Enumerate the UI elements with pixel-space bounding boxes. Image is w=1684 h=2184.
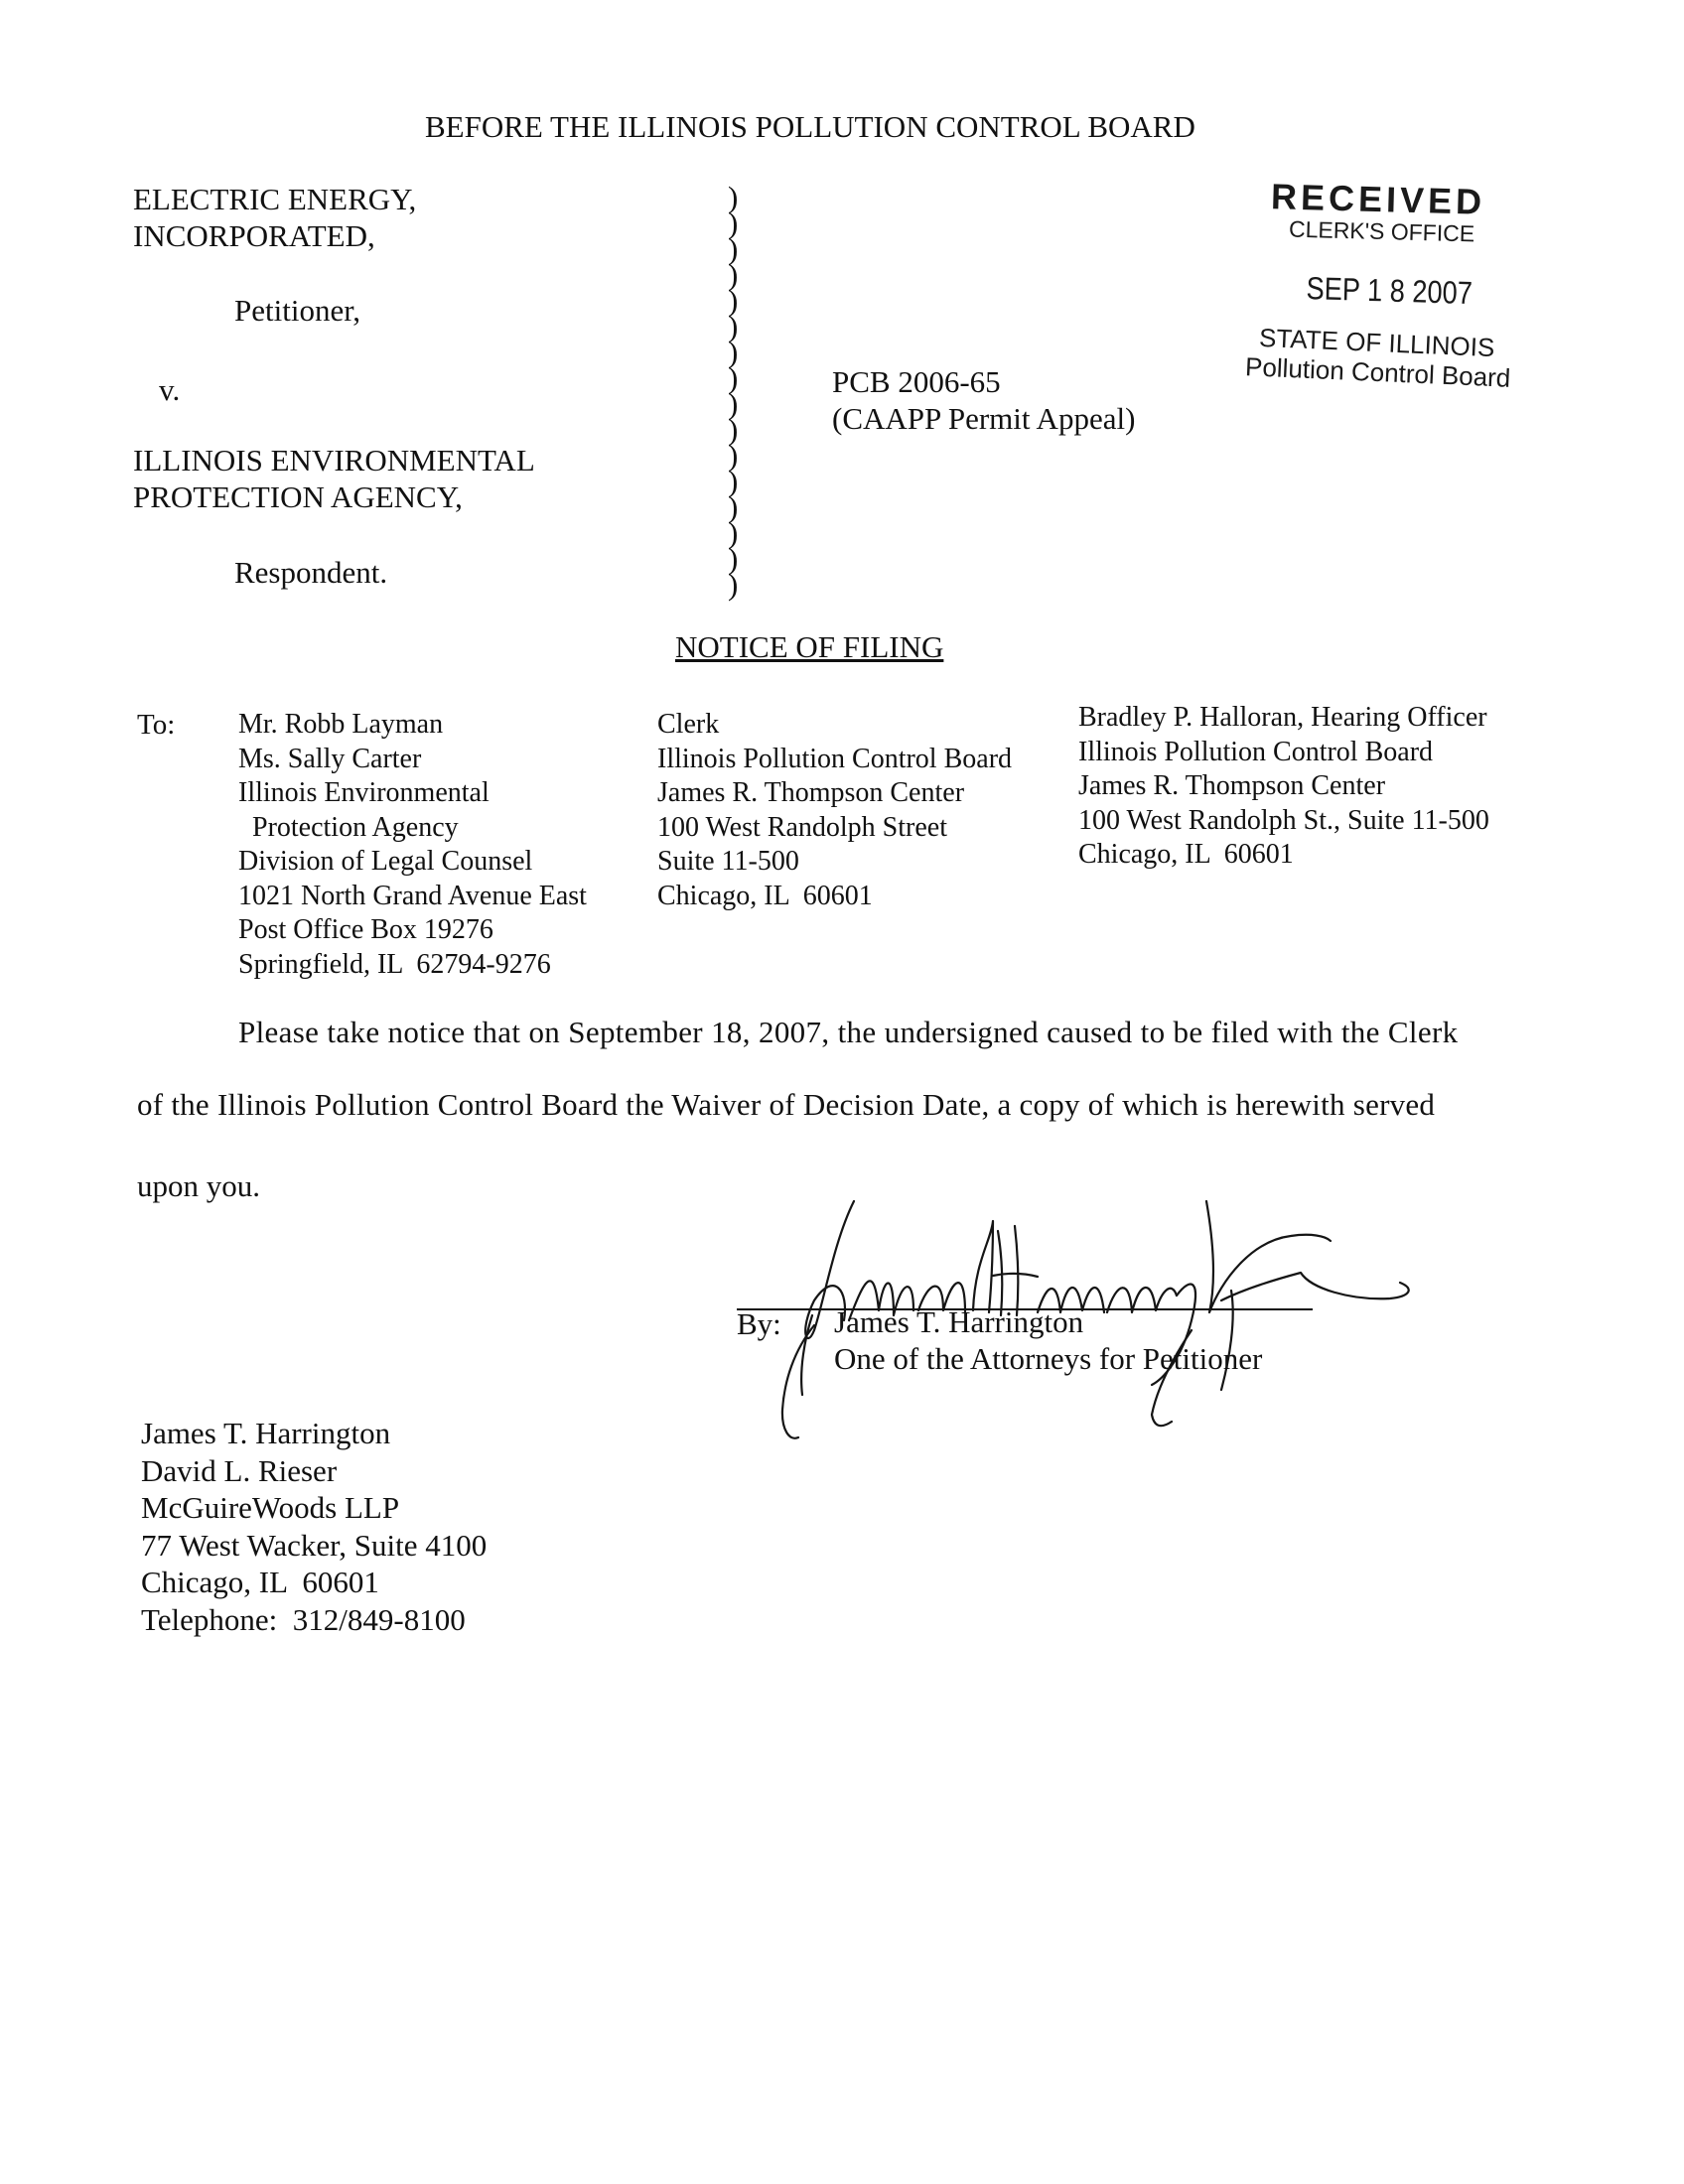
caption-paren: )	[728, 412, 739, 447]
caption-paren: )	[728, 283, 739, 318]
respondent-name-line1: ILLINOIS ENVIRONMENTAL	[133, 443, 535, 478]
caption-paren: )	[728, 180, 739, 214]
counsel-block	[141, 1415, 487, 1638]
signatory-title: One of the Attorneys for Petitioner	[834, 1341, 1263, 1376]
counsel-line: Chicago, IL 60601	[141, 1565, 379, 1599]
recipient-line: Bradley P. Halloran, Hearing Officer	[1078, 702, 1487, 733]
counsel-line: James T. Harrington	[141, 1416, 391, 1450]
caption-paren: )	[728, 438, 739, 473]
respondent-name-line2: PROTECTION AGENCY,	[133, 479, 463, 514]
counsel-line: Telephone: 312/849-8100	[141, 1601, 466, 1637]
counsel-line: 77 West Wacker, Suite 4100	[141, 1527, 488, 1563]
body-line: of the Illinois Pollution Control Board the Waiver of Decision Date, a copy of which is herewith served	[137, 1087, 1436, 1122]
respondent-role: Respondent.	[234, 555, 388, 590]
caption-paren: )	[728, 309, 739, 343]
case-type: (CAAPP Permit Appeal)	[832, 401, 1136, 436]
counsel-line: David L. Rieser	[141, 1452, 338, 1488]
stamp-state: STATE OF ILLINOIS	[1258, 322, 1495, 363]
petitioner-name-line1: ELECTRIC ENERGY,	[133, 182, 417, 216]
recipient-line: 100 West Randolph St., Suite 11-500	[1078, 804, 1489, 836]
recipient-line: Chicago, IL 60601	[657, 880, 873, 911]
caption-paren: )	[728, 335, 739, 369]
caption-paren: )	[728, 515, 739, 550]
recipient-line: Chicago, IL 60601	[1078, 839, 1294, 870]
recipient-line: Springfield, IL 62794-9276	[238, 948, 551, 980]
caption-paren: )	[728, 386, 739, 421]
caption-paren: )	[728, 231, 739, 266]
recipient-line: Illinois Environmental	[238, 777, 490, 808]
recipient-line: Post Office Box 19276	[238, 914, 493, 945]
caption-paren: )	[728, 360, 739, 395]
recipient-line: James R. Thompson Center	[1078, 770, 1386, 801]
recipient-line: Clerk	[657, 709, 720, 740]
stamp-date: SEP 1 8 2007	[1306, 270, 1474, 312]
case-number: PCB 2006-65	[832, 364, 1001, 399]
signature-by-label: By:	[737, 1306, 781, 1341]
stamp-office: CLERK'S OFFICE	[1288, 215, 1475, 247]
caption-paren: )	[728, 464, 739, 498]
recipient-line: 100 West Randolph Street	[657, 811, 947, 843]
caption-paren-column	[728, 180, 748, 602]
body-line: upon you.	[137, 1168, 260, 1203]
recipient-line: Illinois Pollution Control Board	[657, 743, 1013, 774]
caption-paren: )	[728, 489, 739, 524]
petitioner-name-line2: INCORPORATED,	[133, 218, 375, 253]
to-label: To:	[137, 709, 176, 741]
stamp-board: Pollution Control Board	[1244, 351, 1511, 393]
caption-paren: )	[728, 567, 739, 602]
counsel-line: McGuireWoods LLP	[141, 1490, 400, 1525]
recipient-line: Mr. Robb Layman	[238, 709, 444, 740]
recipient-line: 1021 North Grand Avenue East	[238, 880, 587, 911]
notice-title: NOTICE OF FILING	[675, 629, 944, 664]
recipient-block-ipea	[238, 708, 587, 982]
caption-paren: )	[728, 541, 739, 576]
recipient-line: Ms. Sally Carter	[238, 743, 422, 774]
caption-paren: )	[728, 257, 739, 292]
caption-paren: )	[728, 205, 739, 240]
stamp-received: RECEIVED	[1270, 176, 1486, 222]
recipient-line: James R. Thompson Center	[657, 777, 965, 808]
petitioner-role: Petitioner,	[234, 293, 361, 328]
signatory-name: James T. Harrington	[834, 1304, 1084, 1339]
recipient-block-clerk	[657, 708, 1012, 913]
recipient-block-hearing-officer	[1078, 701, 1489, 873]
recipient-line: Division of Legal Counsel	[238, 846, 533, 877]
recipient-line: Protection Agency	[238, 811, 459, 843]
court-title: BEFORE THE ILLINOIS POLLUTION CONTROL BOARD	[425, 109, 1195, 144]
versus-label: v.	[159, 372, 181, 407]
recipient-line: Illinois Pollution Control Board	[1078, 736, 1434, 767]
body-line: Please take notice that on September 18, 2007, the undersigned caused to be filed with the Clerk	[238, 1015, 1459, 1049]
recipient-line: Suite 11-500	[657, 846, 799, 877]
